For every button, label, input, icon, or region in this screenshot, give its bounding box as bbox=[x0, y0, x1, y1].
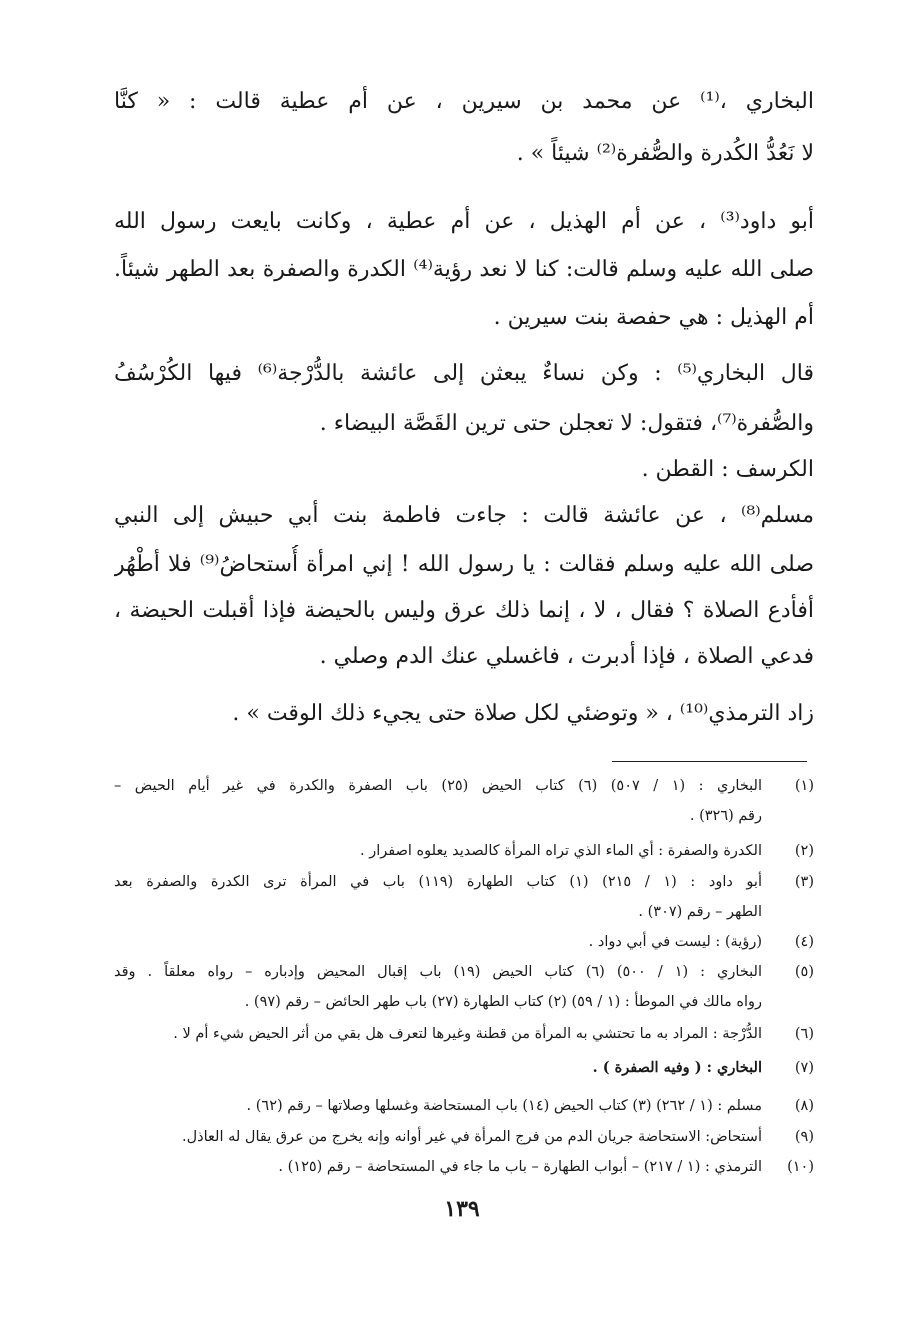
footnote-1 bbox=[114, 773, 814, 799]
body-line-7: والصُّفرة⁽⁷⁾، فتقول: لا تعجلن حتى ترين القَصَّة البيضاء . bbox=[319, 411, 814, 436]
footnote-text: مسلم : (١ / ٢٦٢) (٣) كتاب الحيض (١٤) باب المستحاضة وغسلها وصلاتها – رقم (٦٢) . bbox=[246, 1098, 762, 1114]
page-number: ١٣٩ bbox=[444, 1196, 480, 1222]
footnote-9 bbox=[114, 1124, 814, 1150]
footnote-4 bbox=[114, 929, 814, 955]
body-line-11: أفأدع الصلاة ؟ فقال ، لا ، إنما ذلك عرق وليس بالحيضة فإذا أقبلت الحيضة ، bbox=[114, 598, 814, 623]
footnote-text: أستحاض: الاستحاضة جريان الدم من فرج المرأة في غير أوانه وإنه يخرج من عرق يقال له العاذل. bbox=[182, 1129, 762, 1145]
footnote-1-continued bbox=[114, 803, 814, 829]
footnote-6 bbox=[114, 1021, 814, 1047]
footnote-8 bbox=[114, 1093, 814, 1119]
footnote-number: (١٠) bbox=[787, 1159, 814, 1175]
footnote-text: الطهر – رقم (٣٠٧) . bbox=[638, 904, 762, 920]
footnote-3-continued bbox=[114, 899, 814, 925]
body-line-9: مسلم⁽⁸⁾ ، عن عائشة قالت : جاءت فاطمة بنت أبي حبيش إلى النبي bbox=[114, 503, 814, 528]
body-line-12: فدعي الصلاة ، فإذا أدبرت ، فاغسلي عنك الدم وصلي . bbox=[319, 644, 814, 669]
footnote-10 bbox=[114, 1154, 814, 1180]
footnote-5 bbox=[114, 959, 814, 985]
footnote-number: (٧) bbox=[794, 1060, 814, 1076]
footnote-7 bbox=[114, 1055, 814, 1081]
footnote-text: الكدرة والصفرة : أي الماء الذي تراه المرأة كالصديد يعلوه اصفرار . bbox=[360, 843, 762, 859]
body-line-6: قال البخاري⁽⁵⁾ : وكن نساءٌ يبعثن إلى عائشة بالدُّرْجة⁽⁶⁾ فيها الكُرْسُفُ bbox=[114, 361, 814, 386]
footnote-5-continued bbox=[114, 989, 814, 1015]
body-line-3: أبو داود⁽³⁾ ، عن أم الهذيل ، عن أم عطية ، وكانت بايعت رسول الله bbox=[114, 209, 814, 234]
footnote-number: (٣) bbox=[794, 874, 814, 890]
footnote-text: رقم (٣٢٦) . bbox=[689, 808, 762, 824]
footnote-number: (٥) bbox=[794, 964, 814, 980]
footnote-number: (٦) bbox=[794, 1026, 814, 1042]
footnote-number: (١) bbox=[794, 778, 814, 794]
footnote-text: أبو داود : (١ / ٢١٥) (١) كتاب الطهارة (١١٩) باب في المرأة ترى الكدرة والصفرة بعد bbox=[114, 874, 762, 890]
footnote-text: البخاري : (١ / ٥٠٧) (٦) كتاب الحيض (٢٥) باب الصفرة والكدرة في غير أيام الحيض – bbox=[114, 778, 762, 794]
footnote-text: رواه مالك في الموطأ : (١ / ٥٩) (٢) كتاب الطهارة (٢٧) باب طهر الحائض – رقم (٩٧) . bbox=[244, 994, 762, 1010]
body-line-2: لا نَعُدُّ الكُدرة والصُّفرة⁽²⁾ شيئاً » . bbox=[516, 141, 814, 166]
footnote-text: الترمذي : (١ / ٢١٧) – أبواب الطهارة – باب ما جاء في المستحاضة – رقم (١٢٥) . bbox=[278, 1159, 762, 1175]
body-line-5: أم الهذيل : هي حفصة بنت سيرين . bbox=[493, 305, 814, 330]
footnote-3 bbox=[114, 869, 814, 895]
footnote-number: (٢) bbox=[794, 843, 814, 859]
body-line-8: الكرسف : القطن . bbox=[641, 457, 814, 482]
footnote-number: (٤) bbox=[794, 934, 814, 950]
footnote-separator bbox=[612, 761, 807, 762]
footnote-text: البخاري : ( وفيه الصفرة ) . bbox=[592, 1059, 762, 1076]
footnote-2 bbox=[114, 838, 814, 864]
body-line-4: صلى الله عليه وسلم قالت: كنا لا نعد رؤية⁽⁴⁾ الكدرة والصفرة بعد الطهر شيئاً. bbox=[114, 257, 814, 282]
footnote-text: (رؤية) : ليست في أبي دواد . bbox=[588, 934, 762, 950]
footnote-text: البخاري : (١ / ٥٠٠) (٦) كتاب الحيض (١٩) باب إقبال المحيض وإدباره – رواه معلقاً . وقد bbox=[114, 964, 762, 980]
footnote-number: (٩) bbox=[794, 1129, 814, 1145]
footnote-number: (٨) bbox=[794, 1098, 814, 1114]
body-line-13: زاد الترمذي⁽¹⁰⁾ ، « وتوضئي لكل صلاة حتى يجيء ذلك الوقت » . bbox=[232, 701, 814, 726]
footnote-text: الدُّرْجة : المراد به ما تحتشي به المرأة من قطنة وغيرها لتعرف هل بقي من أثر الحيض شيء أم لا . bbox=[173, 1026, 762, 1042]
body-line-1: البخاري ،⁽¹⁾ عن محمد بن سيرين ، عن أم عطية قالت : « كنَّا bbox=[114, 89, 814, 114]
body-line-10: صلى الله عليه وسلم فقالت : يا رسول الله ! إني امرأة أُستحاضُ⁽⁹⁾ فلا أطْهُر bbox=[114, 552, 814, 577]
